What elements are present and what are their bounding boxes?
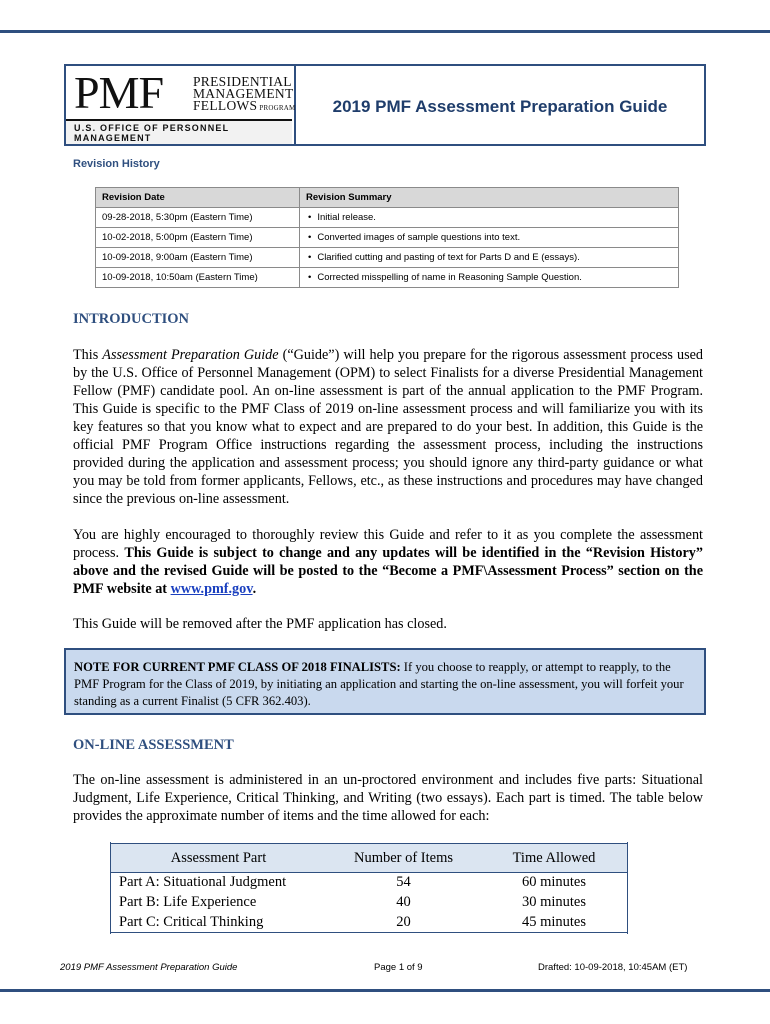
pmf-website-link[interactable]: www.pmf.gov — [170, 581, 253, 597]
table-row — [111, 913, 627, 933]
introduction-heading: INTRODUCTION — [73, 311, 190, 327]
note-label: NOTE FOR CURRENT PMF CLASS OF 2018 FINALISTS: — [74, 660, 401, 674]
table-row — [111, 893, 627, 913]
table-header-row — [96, 188, 679, 208]
assessment-parts-table — [111, 843, 627, 933]
table-row — [96, 248, 679, 268]
assessment-part: Part A: Situational Judgment — [119, 874, 287, 891]
revision-history-heading: Revision History — [73, 158, 160, 170]
bullet-icon: • — [308, 252, 312, 263]
top-rule — [0, 30, 770, 33]
table-row — [96, 268, 679, 288]
online-assessment-heading: ON-LINE ASSESSMENT — [73, 737, 234, 753]
table-row — [111, 873, 627, 893]
time-allowed: 60 minutes — [521, 874, 587, 891]
assessment-part: Part B: Life Experience — [119, 894, 257, 910]
intro-p1-body: (“Guide”) will help you prepare for the rigorous assessment process used by the U.S. Office of Personnel Management (OPM) to select Finalists for a diverse Presidential Management Fellow (PMF) candidate pool. An on-line assessment is part of the annual application to the PMF Program. This Guide is specific to the PMF Class of 2019 on-line assessment process and will familiarize you with its key features so that you know what to expect and are prepared to do your best. In addition, this Guide is the official PMF Program Office instructions regarding the assessment process, including the instructions provided during the application and assessment process; you should ignore any third-party guidance or what you may be told from former applicants, Fellows, etc., as these instructions and procedures may have changed since the previous on-line assessment. — [73, 347, 703, 507]
summary-text: Converted images of sample questions into text. — [317, 232, 521, 243]
document-title: 2019 PMF Assessment Preparation Guide — [332, 97, 668, 116]
assessment-part: Part C: Critical Thinking — [111, 913, 326, 933]
table-row — [96, 208, 679, 228]
number-of-items: 54 — [396, 874, 411, 891]
logo-line-3 — [193, 100, 295, 114]
intro-p2-lead: You are highly encouraged to thoroughly review this Guide and refer to it as you complete the assessment process. — [73, 527, 703, 561]
note-text: If you choose to reapply, or attempt to reapply, to the PMF Program for the Class of 2019, by initiating an application and starting the on-line assessment, you will forfeit your standing as a current Finalist (5 CFR 362.403). — [74, 660, 684, 708]
logo-line-2: MANAGEMENT — [193, 86, 294, 101]
revision-history-table — [95, 187, 679, 288]
logo-fellows: FELLOWS — [193, 98, 258, 113]
logo-agency: U.S. OFFICE OF PERSONNEL MANAGEMENT — [74, 123, 230, 143]
summary-text: Corrected misspelling of name in Reasoning Sample Question. — [317, 272, 582, 283]
number-of-items: 40 — [396, 894, 411, 910]
online-assessment-paragraph: The on-line assessment is administered in an un-proctored environment and includes five parts: Situational Judgment, Life Experience, Critical Thinking, and Writing (two essays). Each part is timed. The table below provides the approximate number of items and the time allowed for each: — [73, 772, 703, 824]
intro-p1-lead: This — [73, 347, 103, 363]
col-assessment-part: Assessment Part — [111, 844, 326, 873]
table-row — [96, 228, 679, 248]
number-of-items: 20 — [326, 913, 481, 933]
footer-drafted-date: Drafted: 10-09-2018, 10:45AM (ET) — [538, 962, 688, 973]
time-allowed: 45 minutes — [481, 913, 627, 933]
bullet-icon: • — [308, 232, 312, 243]
pmf-logo — [66, 66, 296, 144]
revision-summary — [300, 228, 679, 248]
revision-summary — [300, 248, 679, 268]
revision-date: 09-28-2018, 5:30pm (Eastern Time) — [96, 208, 300, 228]
intro-p2-end: . — [252, 581, 257, 597]
col-revision-summary: Revision Summary — [300, 188, 679, 208]
logo-program: PROGRAM — [259, 104, 296, 112]
footer-page-number: Page 1 of 9 — [374, 962, 423, 973]
col-time-allowed: Time Allowed — [481, 844, 627, 873]
bullet-icon: • — [308, 272, 312, 283]
revision-summary — [300, 268, 679, 288]
intro-p2-bold: This Guide is subject to change and any updates will be identified in the “Revision History” above and the revised Guide will be posted to the “Become a PMF\Assessment Process” section on the PMF website at — [73, 545, 703, 597]
revision-date: 10-09-2018, 10:50am (Eastern Time) — [96, 268, 300, 288]
summary-text: Clarified cutting and pasting of text for Parts D and E (essays). — [317, 252, 580, 263]
logo-wordmark — [193, 76, 295, 114]
revision-summary — [300, 208, 679, 228]
col-number-of-items: Number of Items — [326, 844, 481, 873]
bottom-rule — [0, 989, 770, 992]
revision-date: 10-02-2018, 5:00pm (Eastern Time) — [96, 228, 300, 248]
finalist-note-box — [64, 648, 706, 715]
intro-paragraph-1 — [73, 346, 703, 508]
intro-paragraph-3: This Guide will be removed after the PMF application has closed. — [73, 616, 447, 632]
bullet-icon: • — [308, 212, 312, 223]
document-header — [64, 64, 706, 146]
col-revision-date: Revision Date — [96, 188, 300, 208]
time-allowed: 30 minutes — [521, 894, 587, 910]
logo-mark: PMF — [74, 67, 164, 118]
revision-date: 10-09-2018, 9:00am (Eastern Time) — [96, 248, 300, 268]
guide-title-italic: Assessment Preparation Guide — [102, 347, 279, 363]
footer-document-title: 2019 PMF Assessment Preparation Guide — [60, 962, 238, 973]
intro-paragraph-2 — [73, 526, 703, 598]
logo-line-1: PRESIDENTIAL — [193, 74, 292, 89]
table-header-row — [111, 844, 627, 873]
summary-text: Initial release. — [317, 212, 376, 223]
